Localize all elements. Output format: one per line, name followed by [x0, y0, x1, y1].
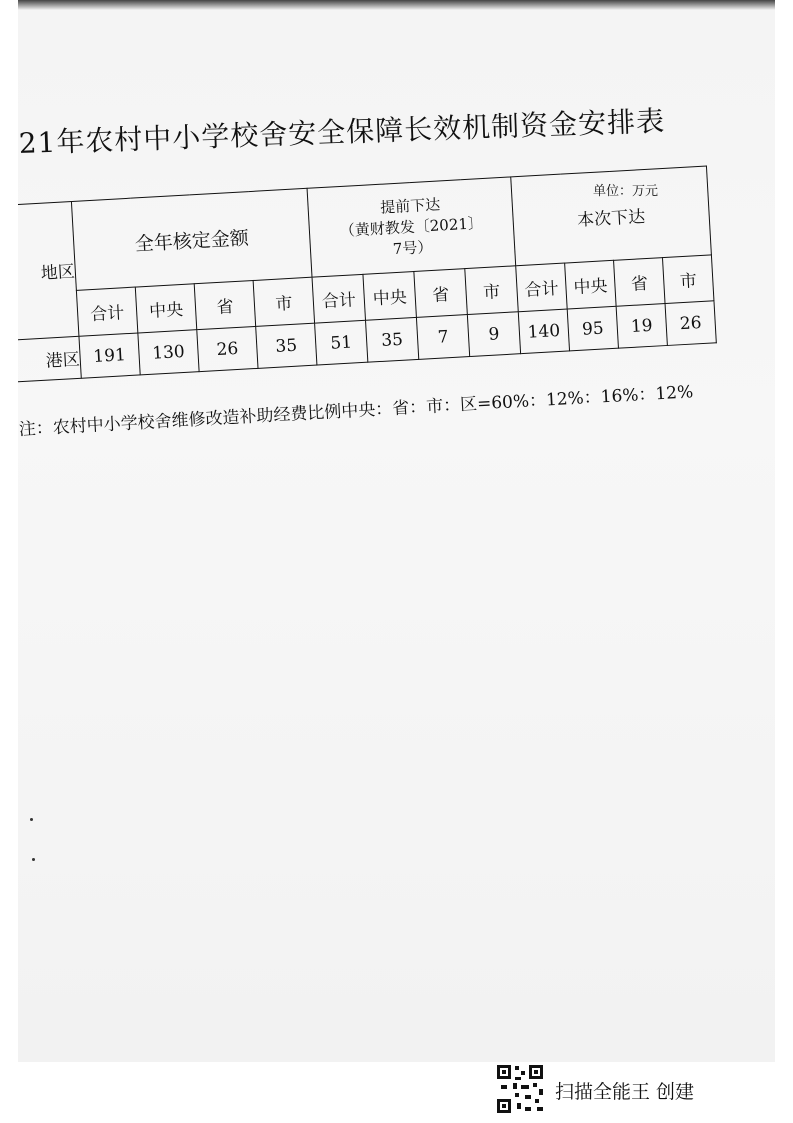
region-cell: 港区	[18, 336, 81, 382]
subheader-cell: 中央	[135, 284, 196, 333]
page-margin	[775, 0, 793, 1123]
funding-table	[18, 165, 717, 382]
qr-code-icon	[495, 1063, 545, 1115]
value-cell: 7	[416, 315, 469, 360]
value-cell: 9	[467, 312, 520, 357]
subheader-cell: 中央	[565, 260, 616, 309]
region-header: 地区	[18, 202, 79, 341]
group-header-advance: 提前下达 （黄财教发〔2021〕 7号）	[307, 177, 516, 277]
subheader-cell: 中央	[363, 272, 416, 321]
group-header-annual: 全年核定金额	[71, 188, 312, 290]
value-cell: 130	[138, 330, 199, 375]
scan-shadow	[18, 0, 775, 10]
subheader-cell: 合计	[516, 263, 567, 312]
subheader-cell: 省	[414, 269, 467, 318]
subheader-cell: 合计	[312, 274, 365, 323]
unit-label: 单位：万元	[593, 184, 659, 199]
value-cell: 95	[567, 306, 618, 351]
subheader-cell: 省	[614, 258, 665, 307]
value-cell: 51	[315, 320, 368, 365]
value-cell: 19	[616, 304, 667, 349]
scan-speck	[32, 858, 35, 861]
watermark-label: 扫描全能王 创建	[555, 1081, 695, 1103]
subheader-cell: 合计	[76, 287, 137, 336]
subheader-cell: 市	[253, 277, 314, 326]
subheader-cell: 市	[465, 266, 518, 315]
document-title: 21年农村中小学校舍安全保障长效机制资金安排表	[18, 104, 666, 160]
funding-table-wrapper	[18, 165, 717, 382]
subheader-cell: 省	[194, 280, 255, 329]
value-cell: 26	[665, 301, 716, 346]
value-cell: 191	[79, 333, 140, 378]
footnote: 注：农村中小学校舍维修改造补助经费比例中央：省：市：区=60%：12%：16%：12%	[18, 382, 694, 440]
value-cell: 26	[197, 326, 258, 371]
scan-speck	[30, 818, 33, 821]
value-cell: 35	[366, 317, 419, 362]
group-header-current: 本次下达	[511, 166, 712, 266]
subheader-cell: 市	[662, 255, 713, 304]
value-cell: 35	[256, 323, 317, 368]
scanned-page	[18, 0, 775, 1062]
value-cell: 140	[518, 309, 569, 354]
